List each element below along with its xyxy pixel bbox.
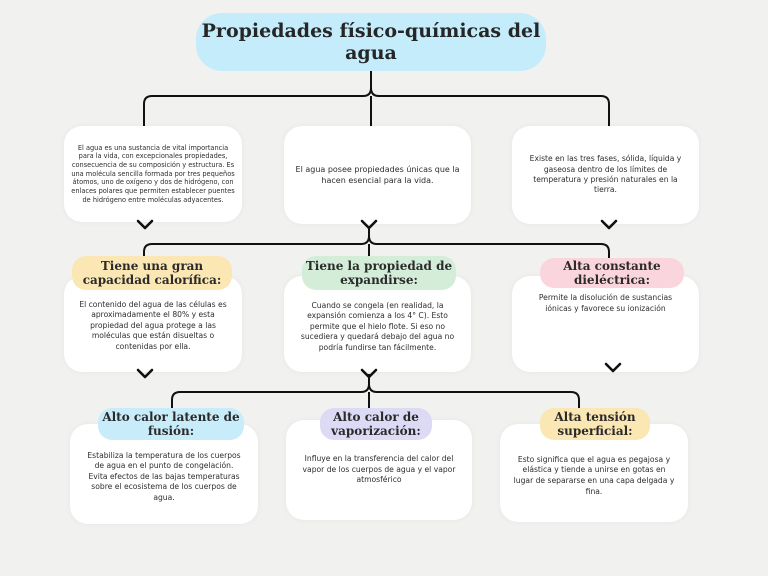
property-text: Permite la disolución de sustancias iónicas y favorece su ionización [538,293,673,313]
chevron-down-icon [360,219,378,231]
chevron-down-icon [136,219,154,231]
intro-text-left: El agua es una sustancia de vital importancia para la vida, con excepcionales propiedades, consecuencia de su composición y estructura. Es una molécula sencilla formada por tres pequeños átomos, uno de oxígeno y dos de hidrógeno, con enlaces polares que permiten establecer puentes de hidrógeno entre moléculas adyacentes. [71,143,235,204]
chevron-down-icon [360,368,378,380]
chevron-down-icon [604,362,622,374]
label-dielectric: Alta constante dieléctrica: [540,258,684,288]
intro-box-center [284,126,471,224]
property-box-expansion [284,276,471,372]
chevron-down-icon [136,368,154,380]
chevron-down-icon [600,219,618,231]
property-text: El contenido del agua de las células es aproximadamente el 80% y esta propiedad del agua protege a las moléculas que están disueltas o contenidas por ella. [79,299,227,351]
property-text: Influye en la transferencia del calor del vapor de los cuerpos de agua y el vapor atmosférico [302,454,456,485]
label-latent-heat: Alto calor latente de fusión: [98,408,244,440]
label-heat-capacity: Tiene una gran capacidad calorífica: [72,256,232,290]
property-box-heat-capacity [64,276,242,372]
property-text: Cuando se congela (en realidad, la expansión comienza a los 4° C). Esto permite que el hielo flote. Si eso no sucediera y quedará debajo del agua no podría fundirse tan fácilmente. [300,300,455,352]
label-vaporization: Alto calor de vaporización: [320,408,432,440]
property-box-dielectric [512,276,699,372]
intro-box-right [512,126,699,224]
intro-box-left [64,126,242,222]
intro-text-center: El agua posee propiedades únicas que la hacen esencial para la vida. [295,165,460,185]
label-expansion: Tiene la propiedad de expandirse: [302,256,456,290]
label-surface-tension: Alta tensión superficial: [540,408,650,440]
page-title: Propiedades físico-químicas del agua [196,13,546,71]
property-text: Estabiliza la temperatura de los cuerpos de agua en el punto de congelación. Evita efectos de las bajas temperaturas sobre el ecosistema de los cuerpos de agua. [87,450,241,502]
property-text: Esto significa que el agua es pegajosa y elástica y tiende a unirse en gotas en lugar de separarse en una capa delgada y fina. [513,454,675,496]
intro-text-right: Existe en las tres fases, sólida, líquida y gaseosa dentro de los límites de temperatura y presión naturales en la tierra. [529,154,682,195]
